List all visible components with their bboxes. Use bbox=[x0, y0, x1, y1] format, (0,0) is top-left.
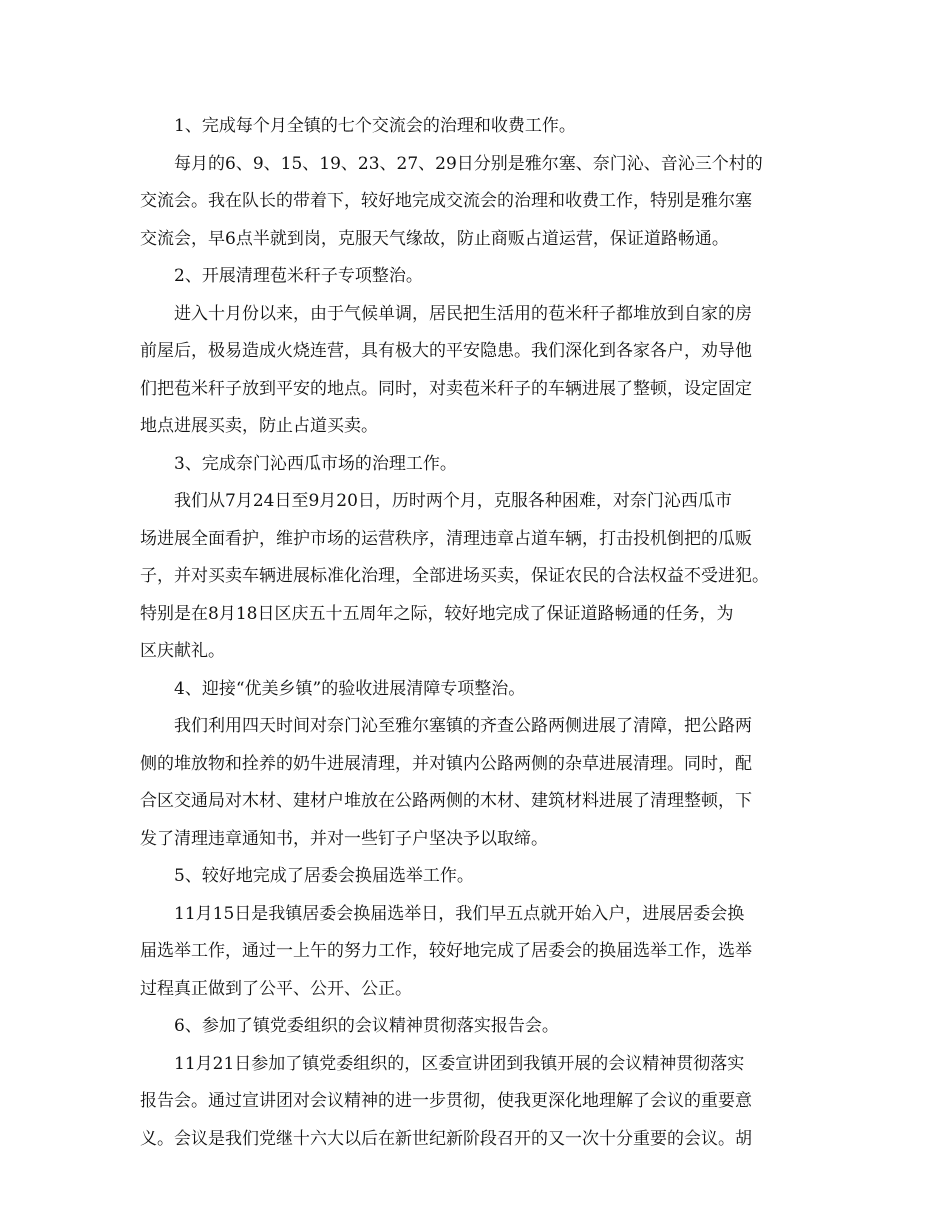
heading-2: 2、开展清理苞米秆子专项整治。 bbox=[174, 266, 423, 286]
paragraph-line: 进入十月份以来，由于气候单调，居民把生活用的苞米秆子都堆放到自家的房 bbox=[174, 304, 752, 324]
paragraph-line: 们把苞米秆子放到平安的地点。同时，对卖苞米秆子的车辆进展了整顿，设定固定 bbox=[140, 379, 752, 399]
paragraph-line: 前屋后，极易造成火烧连营，具有极大的平安隐患。我们深化到各家各户，劝导他 bbox=[140, 341, 752, 361]
paragraph-line: 11月15日是我镇居委会换届选举日，我们早五点就开始入户，进展居委会换 bbox=[174, 904, 745, 924]
paragraph-line: 届选举工作，通过一上午的努力工作，较好地完成了居委会的换届选举工作，选举 bbox=[140, 941, 752, 961]
paragraph-line: 场进展全面看护，维护市场的运营秩序，清理违章占道车辆，打击投机倒把的瓜贩 bbox=[140, 529, 752, 549]
paragraph-line: 发了清理违章通知书，并对一些钉子户坚决予以取缔。 bbox=[140, 829, 548, 849]
heading-6: 6、参加了镇党委组织的会议精神贯彻落实报告会。 bbox=[174, 1016, 559, 1036]
paragraph-line: 11月21日参加了镇党委组织的，区委宣讲团到我镇开展的会议精神贯彻落实 bbox=[174, 1054, 745, 1074]
paragraph-line: 区庆献礼。 bbox=[140, 641, 225, 661]
paragraph-line: 每月的6、9、15、19、23、27、29日分别是雅尔塞、奈门沁、音沁三个村的 bbox=[174, 154, 763, 174]
paragraph-line: 特别是在8月18日区庆五十五周年之际，较好地完成了保证道路畅通的任务，为 bbox=[140, 604, 734, 624]
heading-1: 1、完成每个月全镇的七个交流会的治理和收费工作。 bbox=[174, 116, 576, 136]
heading-4: 4、迎接“优美乡镇”的验收进展清障专项整治。 bbox=[174, 679, 526, 699]
paragraph-line: 过程真正做到了公平、公开、公正。 bbox=[140, 979, 412, 999]
paragraph-line: 侧的堆放物和拴养的奶牛进展清理，并对镇内公路两侧的杂草进展清理。同时，配 bbox=[140, 754, 752, 774]
paragraph-line: 义。会议是我们党继十六大以后在新世纪新阶段召开的又一次十分重要的会议。胡 bbox=[140, 1129, 752, 1149]
paragraph-line: 地点进展买卖，防止占道买卖。 bbox=[140, 416, 378, 436]
paragraph-line: 交流会。我在队长的带着下，较好地完成交流会的治理和收费工作，特别是雅尔塞 bbox=[140, 191, 752, 211]
paragraph-line: 交流会，早6点半就到岗，克服天气缘故，防止商贩占道运营，保证道路畅通。 bbox=[140, 229, 729, 249]
paragraph-line: 我们从7月24日至9月20日，历时两个月，克服各种困难，对奈门沁西瓜市 bbox=[174, 491, 732, 511]
heading-3: 3、完成奈门沁西瓜市场的治理工作。 bbox=[174, 454, 457, 474]
paragraph-line: 我们利用四天时间对奈门沁至雅尔塞镇的齐查公路两侧进展了清障，把公路两 bbox=[174, 716, 752, 736]
paragraph-line: 子，并对买卖车辆进展标准化治理，全部进场买卖，保证农民的合法权益不受进犯。 bbox=[140, 566, 769, 586]
heading-5: 5、较好地完成了居委会换届选举工作。 bbox=[174, 866, 474, 886]
paragraph-line: 报告会。通过宣讲团对会议精神的进一步贯彻，使我更深化地理解了会议的重要意 bbox=[140, 1091, 752, 1111]
paragraph-line: 合区交通局对木材、建材户堆放在公路两侧的木材、建筑材料进展了清理整顿，下 bbox=[140, 791, 752, 811]
